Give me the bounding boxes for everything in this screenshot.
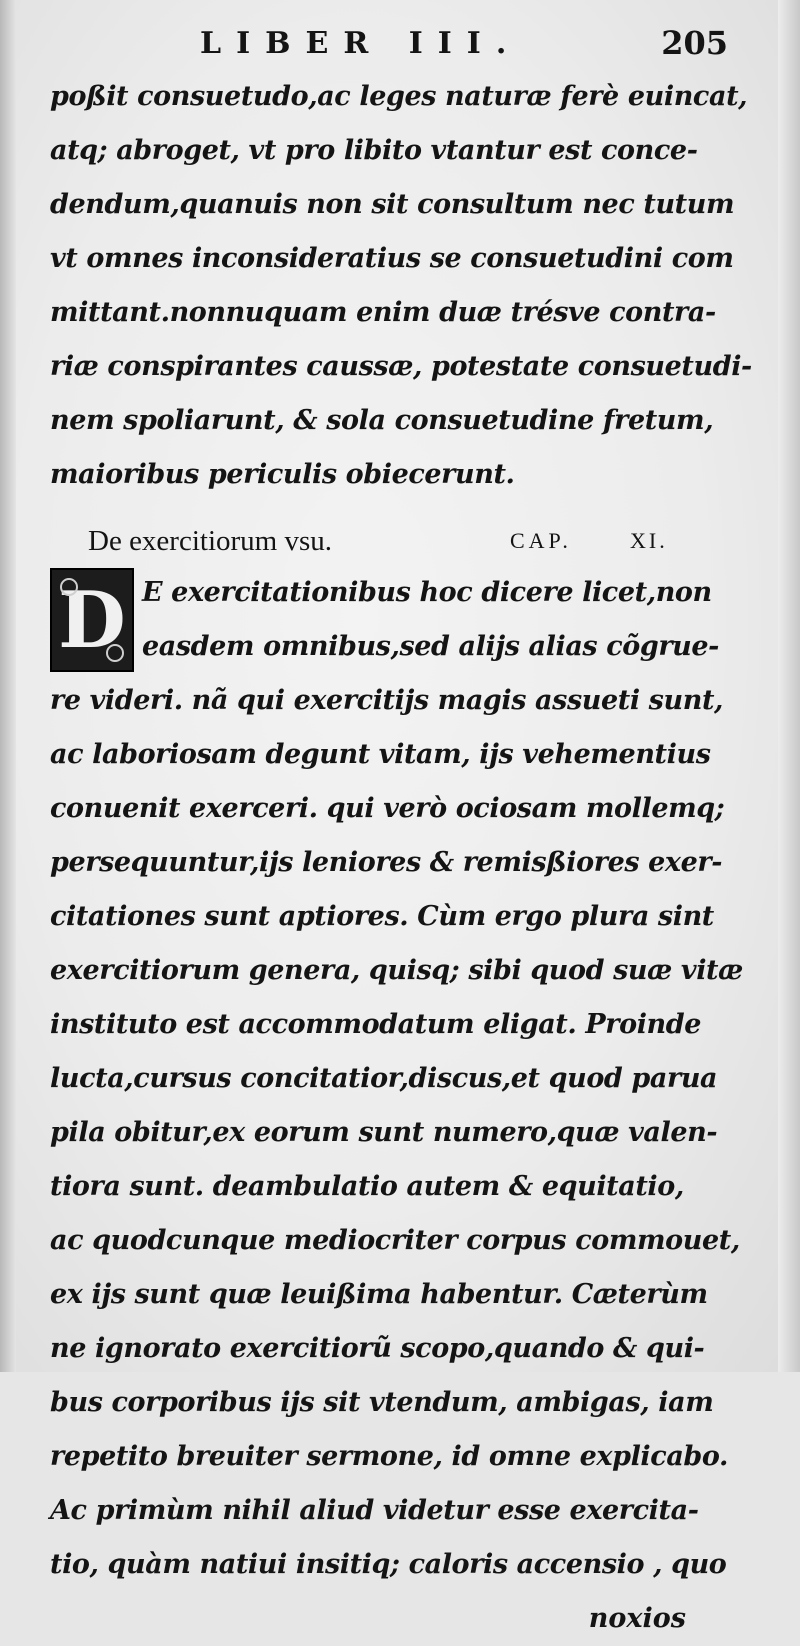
text-line: poßit consuetudo,ac leges naturæ ferè euincat, (50, 81, 748, 112)
text-line: repetito breuiter sermone, id omne explicabo. (50, 1441, 729, 1472)
text-line: exercitiorum genera, quisq; sibi quod suæ vitæ (50, 955, 743, 986)
text-line: bus corporibus ijs sit vtendum, ambigas, iam (50, 1387, 714, 1418)
chapter-number: XI. (630, 528, 668, 553)
ornament-swirl-icon (60, 578, 78, 596)
paragraph-exercitationibus (50, 566, 743, 1592)
text-line: atq; abroget, vt pro libito vtantur est conce- (50, 135, 698, 166)
text-line: tio, quàm natiui insitiq; caloris accensio , quo (50, 1549, 727, 1580)
text-line: re videri. nã qui exercitijs magis assueti sunt, (50, 685, 724, 716)
page-shadow-left (0, 0, 16, 1372)
text-line: ac quodcunque mediocriter corpus commouet, (50, 1225, 740, 1256)
page-header (50, 22, 740, 70)
page-number: 205 (661, 24, 728, 62)
text-line: pila obitur,ex eorum sunt numero,quæ valen- (50, 1117, 718, 1148)
text-line: citationes sunt aptiores. Cùm ergo plura sint (50, 901, 714, 932)
running-head: LIBER III. (200, 26, 522, 61)
ornamental-drop-initial (50, 568, 134, 672)
text-line: ac laboriosam degunt vitam, ijs vehementius (50, 739, 711, 770)
text-line: persequuntur,ijs leniores & remisßiores exer- (50, 847, 723, 878)
text-line: Ac primùm nihil aliud videtur esse exercita- (50, 1495, 699, 1526)
text-line: E exercitationibus hoc dicere licet,non (142, 577, 712, 608)
text-line: dendum,quanuis non sit consultum nec tutum (50, 189, 735, 220)
text-line: mittant.nonnuquam enim duæ trésve contra- (50, 297, 716, 328)
text-line: tiora sunt. deambulatio autem & equitatio, (50, 1171, 684, 1202)
drop-initial-letter: D (58, 574, 126, 666)
text-line: riæ conspirantes caussæ, potestate consuetudi- (50, 351, 752, 382)
paragraph-consuetudo (50, 70, 752, 502)
text-line: conuenit exerceri. qui verò ociosam mollemq; (50, 793, 725, 824)
text-line: ex ijs sunt quæ leuißima habentur. Cæterùm (50, 1279, 708, 1310)
chapter-label: CAP. (510, 528, 572, 553)
catchword: noxios (588, 1603, 686, 1634)
page-shadow-right (778, 0, 800, 1372)
text-line: lucta,cursus concitatior,discus,et quod parua (50, 1063, 718, 1094)
text-line: instituto est accommodatum eligat. Proinde (50, 1009, 702, 1040)
chapter-heading (50, 516, 690, 566)
ornament-swirl-icon (106, 644, 124, 662)
chapter-title: De exercitiorum vsu. (88, 525, 333, 557)
text-line: ne ignorato exercitiorũ scopo,quando & qui- (50, 1333, 705, 1364)
text-line: vt omnes inconsideratius se consuetudini com (50, 243, 734, 274)
body-text (50, 70, 752, 1646)
text-line: maioribus periculis obiecerunt. (50, 459, 515, 490)
text-line: easdem omnibus,sed alijs alias cõgrue- (142, 631, 719, 662)
text-line: nem spoliarunt, & sola consuetudine fretum, (50, 405, 714, 436)
